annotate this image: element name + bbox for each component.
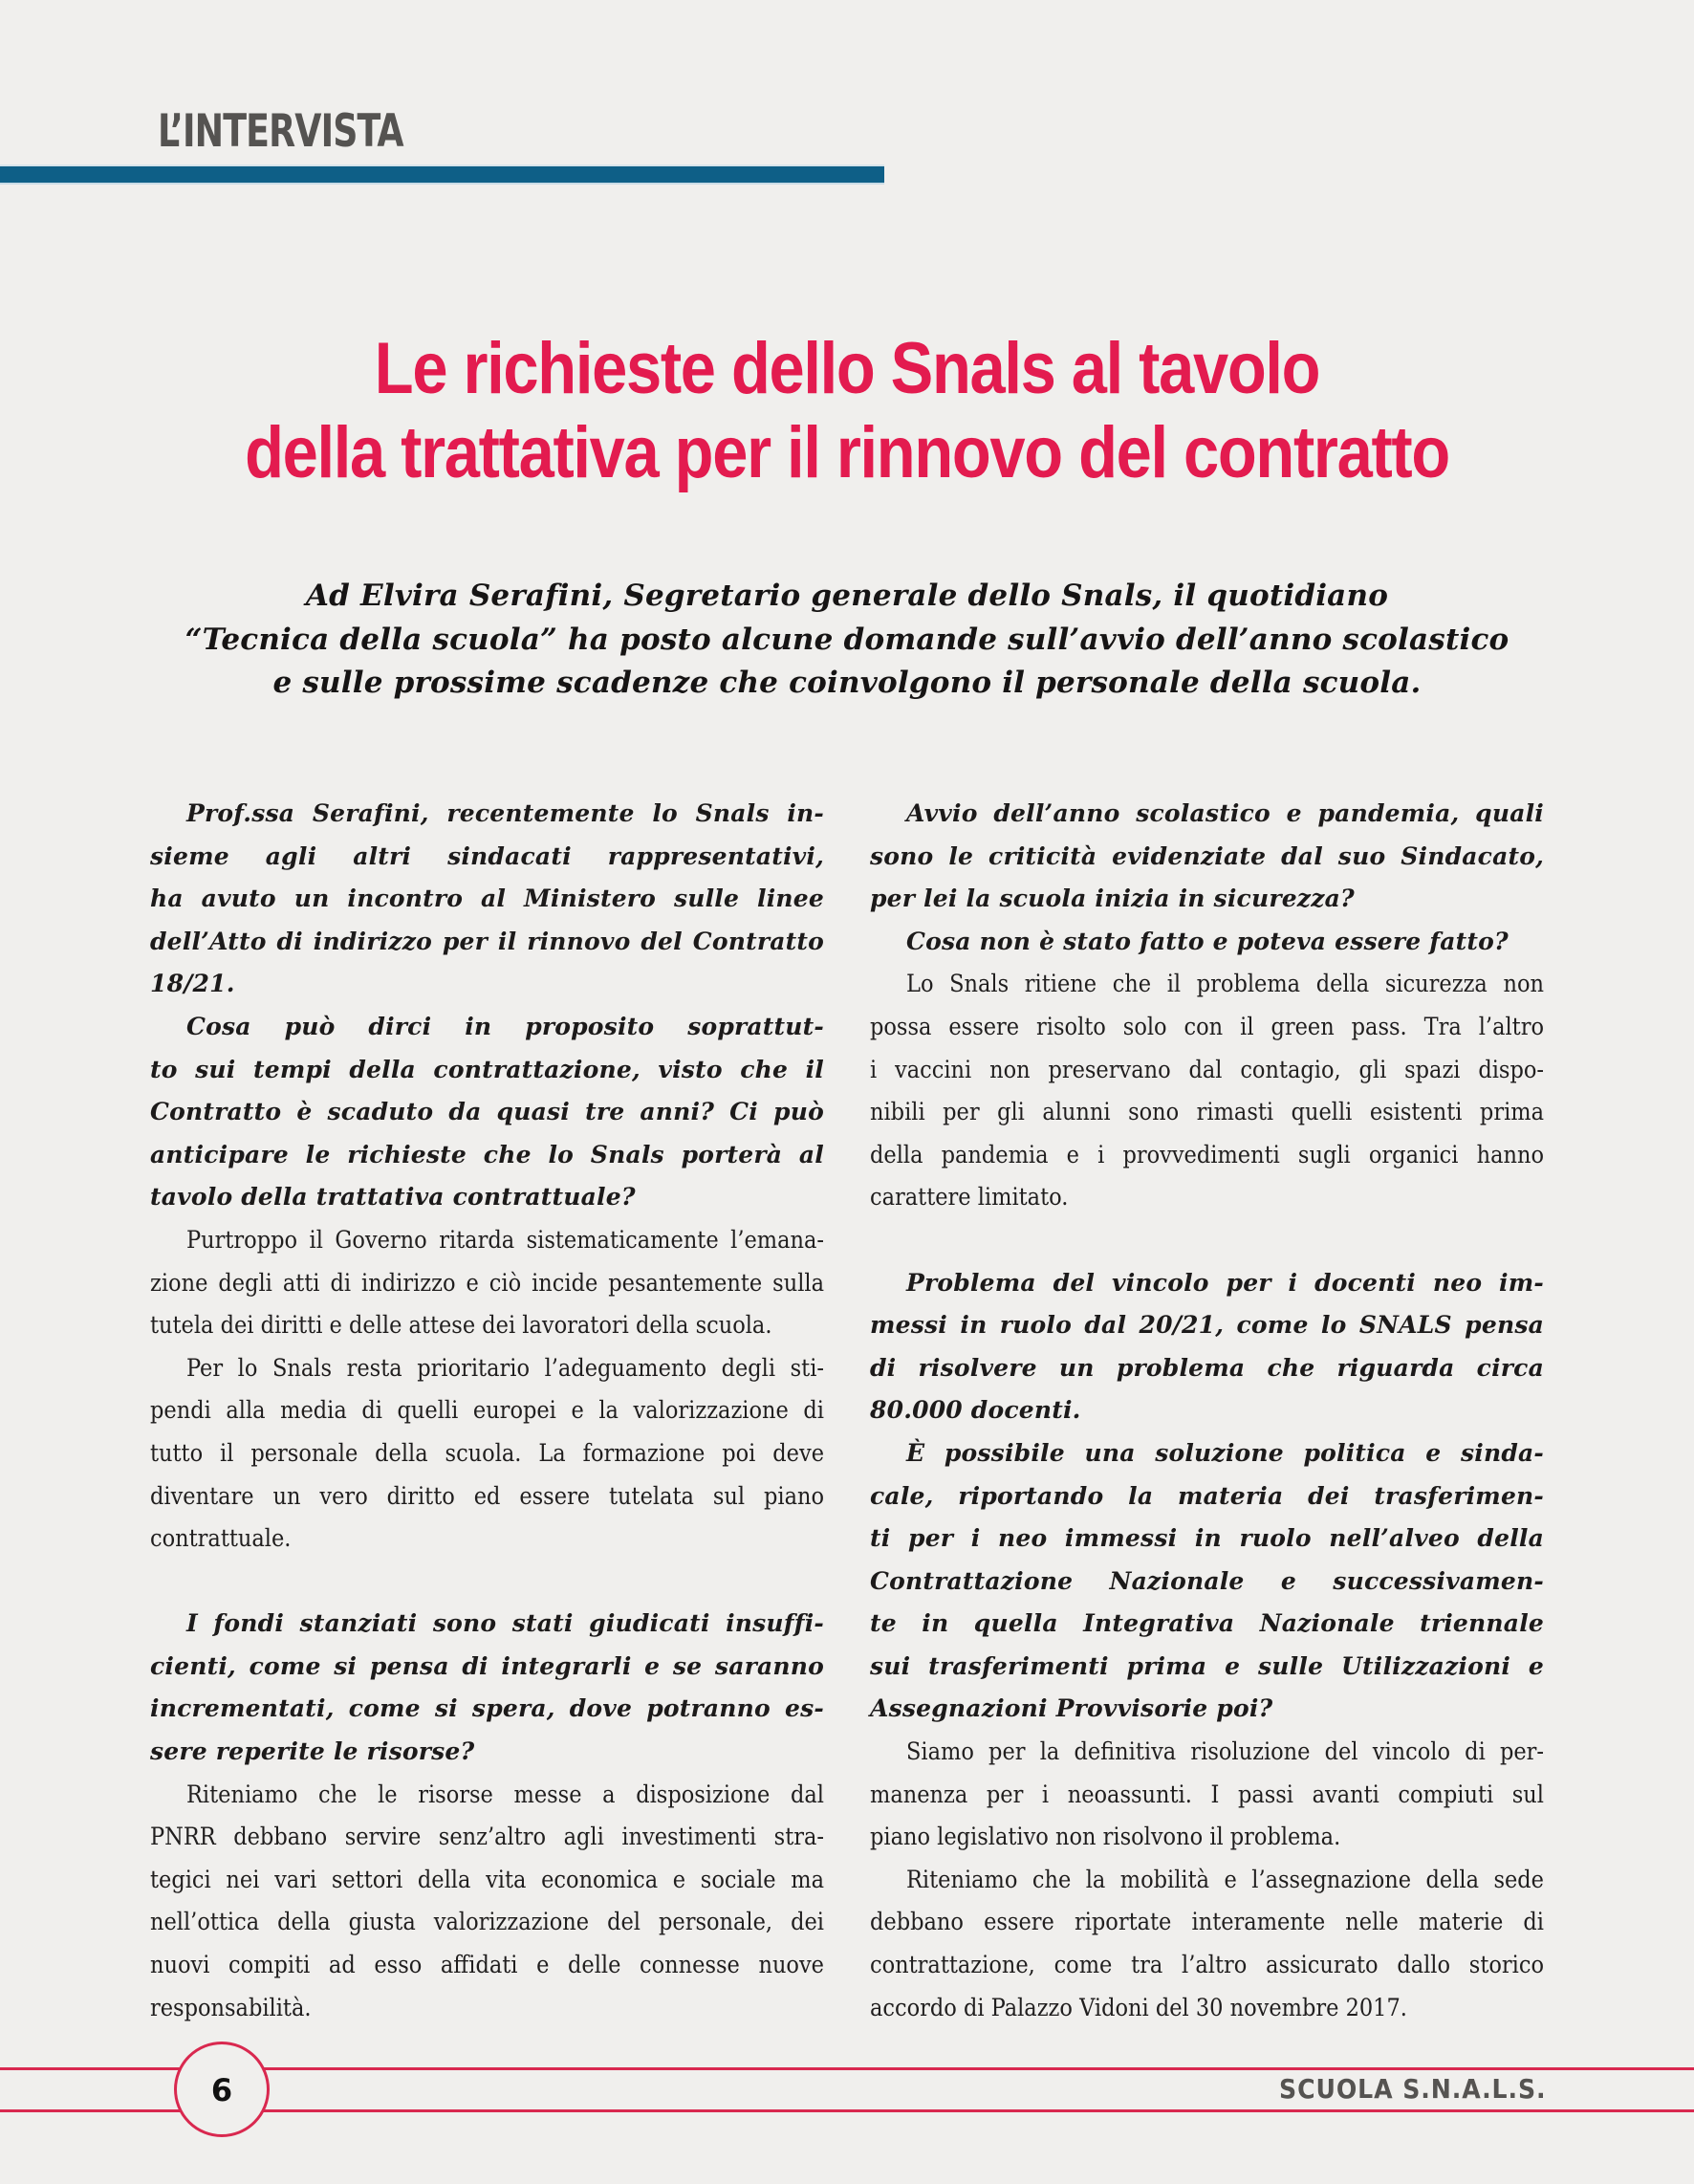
interview-answer [150, 1774, 824, 2030]
text-line: Per lo Snals resta prioritario l’adeguamento degli sti- [186, 1353, 824, 1382]
text-line: zione degli atti di indirizzo e ciò incide pesantemente sulla [150, 1268, 824, 1297]
page-number: 6 [210, 2072, 233, 2108]
interview-question [150, 1006, 824, 1219]
subtitle-line: Ad Elvira Serafini, Segretario generale dello Snals, il quotidiano [305, 579, 1389, 613]
text-line: 80.000 docenti. [870, 1396, 1081, 1425]
title-line: Le richieste dello Snals al tavolo [374, 328, 1320, 409]
text-line: sui trasferimenti prima e sulle Utilizzazioni e [870, 1651, 1544, 1680]
text-line: messi in ruolo dal 20/21, come lo SNALS pensa [870, 1311, 1544, 1340]
interview-answer [870, 1859, 1544, 2029]
text-line: Purtroppo il Governo ritarda sistematicamente l’emana- [186, 1225, 824, 1254]
publication-name: SCUOLA S.N.A.L.S. [1278, 2073, 1546, 2105]
text-line: sieme agli altri sindacati rappresentativi, [150, 841, 824, 870]
article-title [0, 327, 1694, 495]
text-line: pendi alla media di quelli europei e la valorizzazione di [150, 1396, 824, 1425]
text-line: carattere limitato. [870, 1183, 1069, 1212]
text-line: anticipare le richieste che lo Snals porterà al [150, 1140, 824, 1168]
title-line: della trattativa per il rinnovo del contratto [245, 412, 1449, 493]
text-line: Lo Snals ritiene che il problema della sicurezza non [906, 970, 1544, 998]
text-line: Problema del vincolo per i docenti neo im- [906, 1268, 1544, 1297]
text-line: nibili per gli alunni sono rimasti quelli esistenti prima [870, 1098, 1544, 1126]
interview-question [870, 793, 1544, 921]
text-line: piano legislativo non risolvono il problema. [870, 1823, 1341, 1851]
text-line: È possibile una soluzione politica e sinda- [906, 1438, 1544, 1467]
article-subtitle [153, 575, 1541, 706]
right-column [870, 793, 1544, 2029]
text-line: responsabilità. [150, 1993, 312, 2021]
section-label: L’INTERVISTA [158, 105, 403, 158]
text-line: della pandemia e i provvedimenti sugli organici hanno [870, 1140, 1544, 1168]
text-line: cienti, come si pensa di integrarli e se saranno [150, 1651, 824, 1680]
text-line: te in quella Integrativa Nazionale triennale [870, 1609, 1544, 1638]
interview-answer [150, 1347, 824, 1561]
text-line: Riteniamo che la mobilità e l’assegnazione della sede [906, 1865, 1544, 1893]
text-line: Avvio dell’anno scolastico e pandemia, quali [906, 799, 1544, 827]
text-line: contrattuale. [150, 1524, 292, 1553]
text-line: incrementati, come si spera, dove potranno es- [150, 1694, 824, 1723]
text-line: tutto il personale della scuola. La formazione poi deve [150, 1438, 824, 1467]
text-line: I fondi stanziati sono stati giudicati insuffi- [186, 1609, 824, 1638]
text-line: Riteniamo che le risorse messe a disposizione dal [186, 1780, 824, 1808]
text-line: tutela dei diritti e delle attese dei lavoratori della scuola. [150, 1311, 772, 1340]
text-line: Siamo per la definitiva risoluzione del vincolo di per- [906, 1737, 1544, 1766]
text-line: accordo di Palazzo Vidoni del 30 novembre 2017. [870, 1993, 1407, 2021]
interview-question [150, 1603, 824, 1773]
text-line: Contratto è scaduto da quasi tre anni? Ci può [150, 1098, 824, 1126]
text-line: to sui tempi della contrattazione, visto che il [150, 1055, 824, 1083]
subtitle-line: e sulle prossime scadenze che coinvolgono il personale della scuola. [272, 666, 1422, 700]
interview-question [150, 793, 824, 1006]
text-line: possa essere risolto solo con il green pass. Tra l’altro [870, 1012, 1544, 1040]
interview-question [870, 1262, 1544, 1432]
left-column [150, 793, 824, 2029]
text-line: manenza per i neoassunti. I passi avanti compiuti sul [870, 1780, 1544, 1808]
text-line: Cosa non è stato fatto e poteva essere fatto? [906, 927, 1509, 955]
text-line: contrattazione, come tra l’altro assicurato dallo storico [870, 1951, 1544, 1979]
text-line: ti per i neo immessi in ruolo nell’alveo della [870, 1524, 1544, 1553]
text-line: Contrattazione Nazionale e successivamen- [870, 1566, 1544, 1595]
text-line: nell’ottica della giusta valorizzazione del personale, dei [150, 1908, 824, 1936]
text-line: i vaccini non preservano dal contagio, gli spazi dispo- [870, 1055, 1544, 1083]
text-line: sere reperite le risorse? [150, 1737, 475, 1766]
interview-answer [150, 1219, 824, 1347]
interview-question [870, 921, 1544, 964]
text-line: tegici nei vari settori della vita economica e sociale ma [150, 1865, 824, 1893]
page-number-badge [174, 2042, 270, 2137]
interview-answer [870, 963, 1544, 1219]
text-line: cale, riportando la materia dei trasferimen- [870, 1481, 1544, 1510]
interview-answer [870, 1731, 1544, 1859]
text-line: Cosa può dirci in proposito soprattut- [186, 1012, 824, 1040]
text-line: di risolvere un problema che riguarda circa [870, 1353, 1544, 1382]
text-line: sono le criticità evidenziate dal suo Sindacato, [870, 841, 1544, 870]
text-line: 18/21. [150, 970, 235, 998]
text-line: nuovi compiti ad esso affidati e delle connesse nuove [150, 1951, 824, 1979]
text-line: tavolo della trattativa contrattuale? [150, 1183, 636, 1212]
section-accent-bar [0, 166, 884, 183]
text-line: per lei la scuola inizia in sicurezza? [870, 885, 1355, 913]
text-line: dell’Atto di indirizzo per il rinnovo del Contratto [150, 927, 824, 955]
text-line: diventare un vero diritto ed essere tutelata sul piano [150, 1481, 824, 1510]
text-line: debbano essere riportate interamente nelle materie di [870, 1908, 1544, 1936]
text-line: PNRR debbano servire senz’altro agli investimenti stra- [150, 1823, 824, 1851]
text-line: ha avuto un incontro al Ministero sulle linee [150, 885, 824, 913]
text-line: Assegnazioni Provvisorie poi? [870, 1694, 1273, 1723]
text-line: Prof.ssa Serafini, recentemente lo Snals in- [186, 799, 824, 827]
subtitle-line: “Tecnica della scuola” ha posto alcune domande sull’avvio dell’anno scolastico [185, 622, 1509, 657]
interview-question [870, 1432, 1544, 1731]
